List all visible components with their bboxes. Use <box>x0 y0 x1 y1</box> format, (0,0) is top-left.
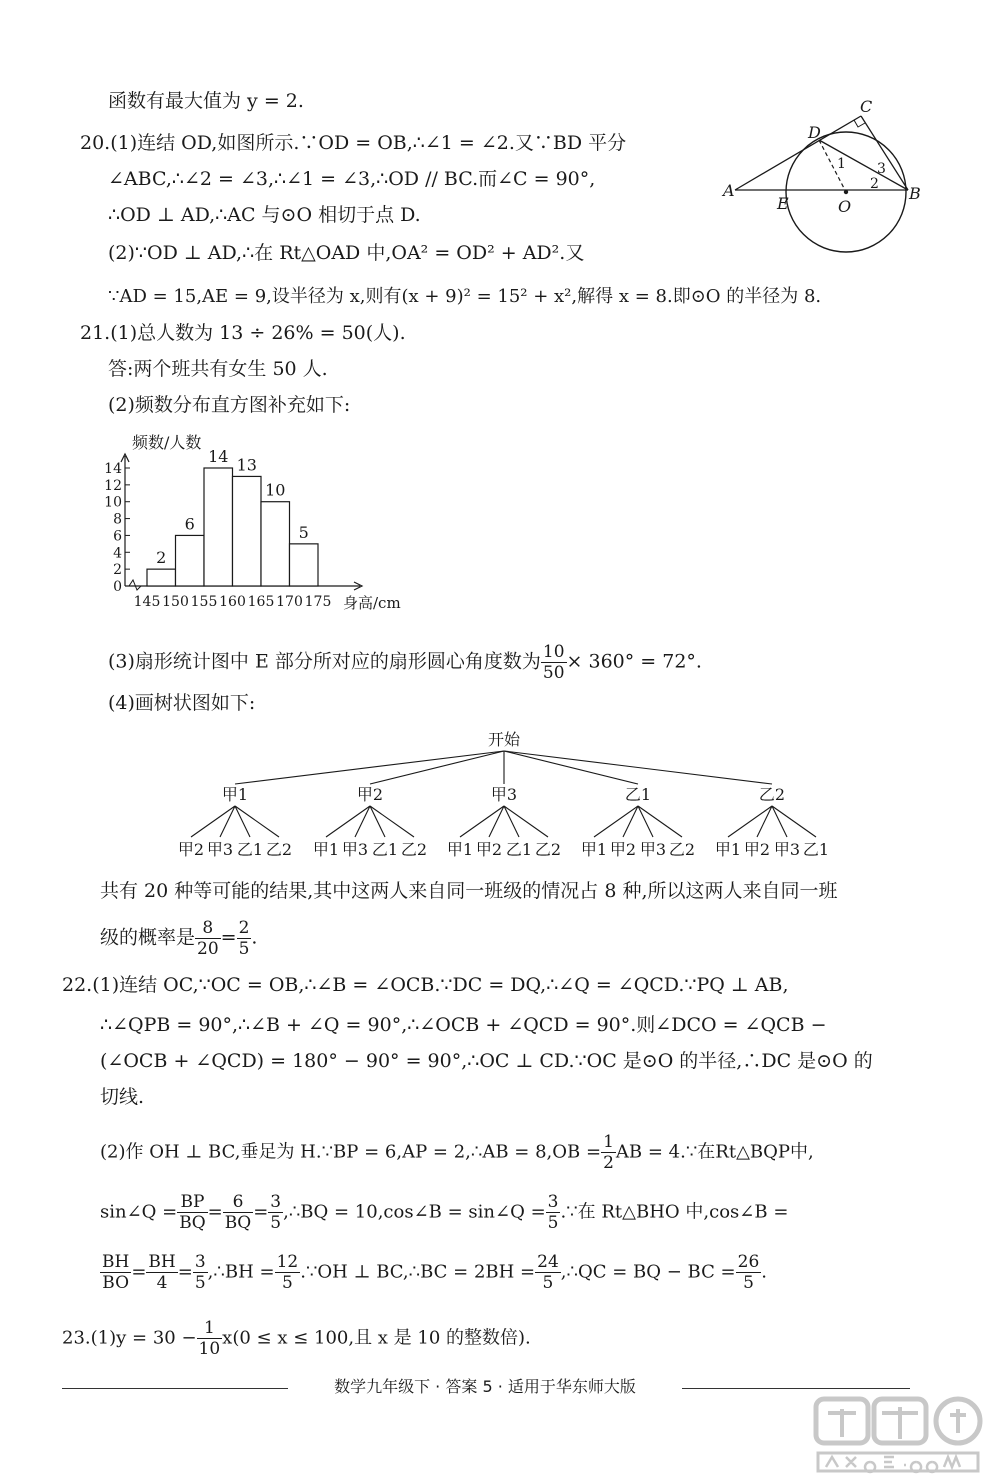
label-c: C <box>860 97 873 116</box>
text-line: ∴OD ⊥ AD,∴AC 与⊙O 相切于点 D. <box>108 204 421 226</box>
fraction: $\frac{26}{5}$ <box>737 1252 760 1293</box>
tree-branch <box>460 806 504 837</box>
text-line: $\frac{BH}{BO}$ = $\frac{BH}{4}$ = $\frac{3}{5}$ ,∴BH = $\frac{12}{5}$ .∵OH ⊥ BC,∴BC = 2BH = $\frac{24}{5}$ ,∴QC = BQ − BC = $\frac{26}{5}$ . <box>102 1252 768 1293</box>
tree-branch <box>638 806 682 837</box>
tree-node: 甲3 <box>490 785 518 804</box>
bar-data-label: 6 <box>184 514 195 534</box>
tree-leaf: 甲1 <box>446 840 474 859</box>
histogram-bar <box>176 535 205 586</box>
text-line: 切线. <box>100 1086 145 1108</box>
histogram-bar <box>290 544 319 586</box>
bar-data-label: 10 <box>265 480 286 500</box>
tree-branch <box>504 806 548 837</box>
tree-leaf: 乙1 <box>371 840 399 859</box>
y-tick-label: 12 <box>104 477 122 494</box>
histogram-bar <box>233 476 262 586</box>
text-line: 23.(1)y = 30 − $\frac{1}{10}$ x(0 ≤ x ≤ 100,且 x 是 10 的整数倍). <box>62 1318 531 1359</box>
tree-diagram <box>160 725 860 865</box>
tree-leaf: 甲2 <box>743 840 771 859</box>
label-a: A <box>723 181 735 200</box>
fraction: $\frac{1}{2}$ <box>603 1132 614 1173</box>
fraction: $\frac{8}{20}$ <box>197 918 219 959</box>
y-tick-label: 2 <box>113 562 122 579</box>
page-footer: 数学九年级下 · 答案 5 · 适用于华东师大版 <box>334 1377 636 1396</box>
fraction: $\frac{1}{10}$ <box>198 1318 221 1359</box>
tree-node: 甲2 <box>356 785 384 804</box>
histogram-bar <box>147 569 176 586</box>
text-line: (3)扇形统计图中 E 部分所对应的扇形圆心角度数为 $\frac{10}{50}$ × 360° = 72°. <box>108 642 702 683</box>
y-tick-label: 14 <box>104 461 122 477</box>
text-line: ∴∠QPB = 90°,∴∠B + ∠Q = 90°,∴∠OCB + ∠QCD = 90°.则∠DCO = ∠QCB − <box>100 1014 827 1036</box>
tree-leaf: 甲2 <box>177 840 205 859</box>
fraction: $\frac{BH}{BO}$ <box>102 1252 130 1293</box>
x-tick-label: 150 <box>162 594 189 610</box>
histogram-bar <box>261 502 290 586</box>
label-d: D <box>808 123 821 142</box>
text-line: 共有 20 种等可能的结果,其中这两人来自同一班级的情况占 8 种,所以这两人来自同一班 <box>100 880 838 902</box>
fraction: $\frac{10}{50}$ <box>542 642 565 683</box>
tree-leaf: 甲3 <box>773 840 801 859</box>
y-tick-label: 6 <box>113 528 122 545</box>
tree-branch <box>191 806 235 837</box>
tree-leaf: 乙1 <box>236 840 264 859</box>
chart-y-axis-label: 频数/人数 <box>132 433 202 452</box>
label-e: E <box>777 194 789 213</box>
tree-root: 开始 <box>487 730 521 749</box>
fraction: $\frac{3}{5}$ <box>194 1252 206 1293</box>
tree-branch <box>326 806 370 837</box>
label-o: O <box>838 197 852 216</box>
tree-leaf: 甲3 <box>639 840 667 859</box>
text-line: ∠ABC,∴∠2 = ∠3,∴∠1 = ∠3,∴OD // BC.而∠C = 90°, <box>108 168 596 190</box>
text-line: 级的概率是 $\frac{8}{20}$ = $\frac{2}{5}$ . <box>100 918 258 959</box>
axis-break-mark <box>129 580 141 590</box>
bar-data-label: 13 <box>236 455 257 475</box>
tree-branch <box>235 751 504 784</box>
tree-leaf: 乙2 <box>265 840 293 859</box>
tree-leaf: 乙2 <box>400 840 428 859</box>
bar-data-label: 5 <box>298 522 309 542</box>
fraction: $\frac{3}{5}$ <box>270 1192 282 1233</box>
right-angle-mark <box>854 120 865 127</box>
bar-data-label: 14 <box>208 447 229 466</box>
y-tick-label: 8 <box>113 511 122 528</box>
tree-node: 甲1 <box>221 785 249 804</box>
tree-branch <box>504 751 638 784</box>
tree-node: 乙1 <box>624 785 652 804</box>
tree-leaf: 甲1 <box>312 840 340 859</box>
tree-leaf: 甲3 <box>341 840 369 859</box>
label-b: B <box>909 184 921 203</box>
text-line: 20.(1)连结 OD,如图所示.∵OD = OB,∴∠1 = ∠2.又∵BD 平分 <box>80 132 627 154</box>
tree-leaf: 乙2 <box>668 840 696 859</box>
label-angle-2: 2 <box>870 176 879 192</box>
geometry-figure <box>715 95 921 275</box>
watermark-logo <box>812 1395 987 1475</box>
tree-leaf: 乙1 <box>505 840 533 859</box>
x-tick-label: 165 <box>247 594 275 610</box>
text-line: 答:两个班共有女生 50 人. <box>108 358 328 380</box>
tree-branch <box>594 806 638 837</box>
text-line: (2)频数分布直方图补充如下: <box>108 394 351 416</box>
text-line: (∠OCB + ∠QCD) = 180° − 90° = 90°,∴OC ⊥ CD.∵OC 是⊙O 的半径,∴DC 是⊙O 的 <box>100 1050 873 1072</box>
tree-branch <box>728 806 772 837</box>
bar-data-label: 2 <box>156 548 167 568</box>
fraction: $\frac{3}{5}$ <box>547 1192 559 1233</box>
label-angle-1: 1 <box>837 156 846 172</box>
y-tick-label: 0 <box>113 579 122 595</box>
tree-leaf: 乙2 <box>534 840 562 859</box>
tree-node: 乙2 <box>758 785 786 804</box>
chart-x-axis-label: 身高/cm <box>343 594 401 612</box>
fraction: $\frac{BH}{4}$ <box>148 1252 176 1293</box>
x-tick-label: 175 <box>304 594 332 610</box>
tree-branch <box>235 806 279 837</box>
text-line: (4)画树状图如下: <box>108 692 256 714</box>
tree-leaf: 甲1 <box>580 840 608 859</box>
x-tick-label: 145 <box>133 594 161 610</box>
text-line: (2)∵OD ⊥ AD,∴在 Rt△OAD 中,OA² = OD² + AD².又 <box>108 242 585 264</box>
text-line: 21.(1)总人数为 13 ÷ 26% = 50(人). <box>80 322 406 344</box>
x-tick-label: 170 <box>276 594 303 610</box>
tree-leaf: 甲1 <box>714 840 742 859</box>
point-o <box>844 190 848 194</box>
fraction: $\frac{6}{BQ}$ <box>224 1192 252 1233</box>
text-line: 22.(1)连结 OC,∵OC = OB,∴∠B = ∠OCB.∵DC = DQ,∴∠Q = ∠QCD.∵PQ ⊥ AB, <box>62 974 789 996</box>
fraction: $\frac{BP}{BQ}$ <box>179 1192 206 1233</box>
histogram-bar <box>204 468 233 586</box>
footer-rule-left <box>62 1388 288 1389</box>
tree-leaf: 乙1 <box>802 840 830 859</box>
fraction: $\frac{2}{5}$ <box>238 918 250 959</box>
tree-branch <box>370 751 504 784</box>
y-tick-label: 10 <box>104 494 122 511</box>
tree-branch <box>504 751 772 784</box>
label-angle-3: 3 <box>877 161 886 177</box>
tree-leaf: 甲2 <box>475 840 503 859</box>
x-tick-label: 155 <box>190 594 218 610</box>
tree-branch <box>370 806 414 837</box>
text-line: (2)作 OH ⊥ BC,垂足为 H.∵BP = 6,AP = 2,∴AB = 8,OB = $\frac{1}{2}$ AB = 4.∵在Rt△BQP中, <box>100 1132 814 1173</box>
histogram-chart <box>105 428 415 613</box>
footer-rule-right <box>682 1388 910 1389</box>
tree-leaf: 甲2 <box>609 840 637 859</box>
x-tick-label: 160 <box>219 594 246 610</box>
line-cb <box>861 116 908 190</box>
fraction: $\frac{12}{5}$ <box>276 1252 299 1293</box>
text-line: sin∠Q = $\frac{BP}{BQ}$ = $\frac{6}{BQ}$ = $\frac{3}{5}$ ,∴BQ = 10,cos∠B = sin∠Q = $\frac{3}{5}$ .∵在 Rt△BHO 中,cos∠B = <box>100 1192 789 1233</box>
text-line: ∵AD = 15,AE = 9,设半径为 x,则有(x + 9)² = 15² + x²,解得 x = 8.即⊙O 的半径为 8. <box>108 286 822 307</box>
text-line: 函数有最大值为 y = 2. <box>108 90 304 112</box>
tree-branch <box>772 806 816 837</box>
y-tick-label: 4 <box>113 545 122 562</box>
tree-leaf: 甲3 <box>206 840 234 859</box>
fraction: $\frac{24}{5}$ <box>537 1252 559 1293</box>
